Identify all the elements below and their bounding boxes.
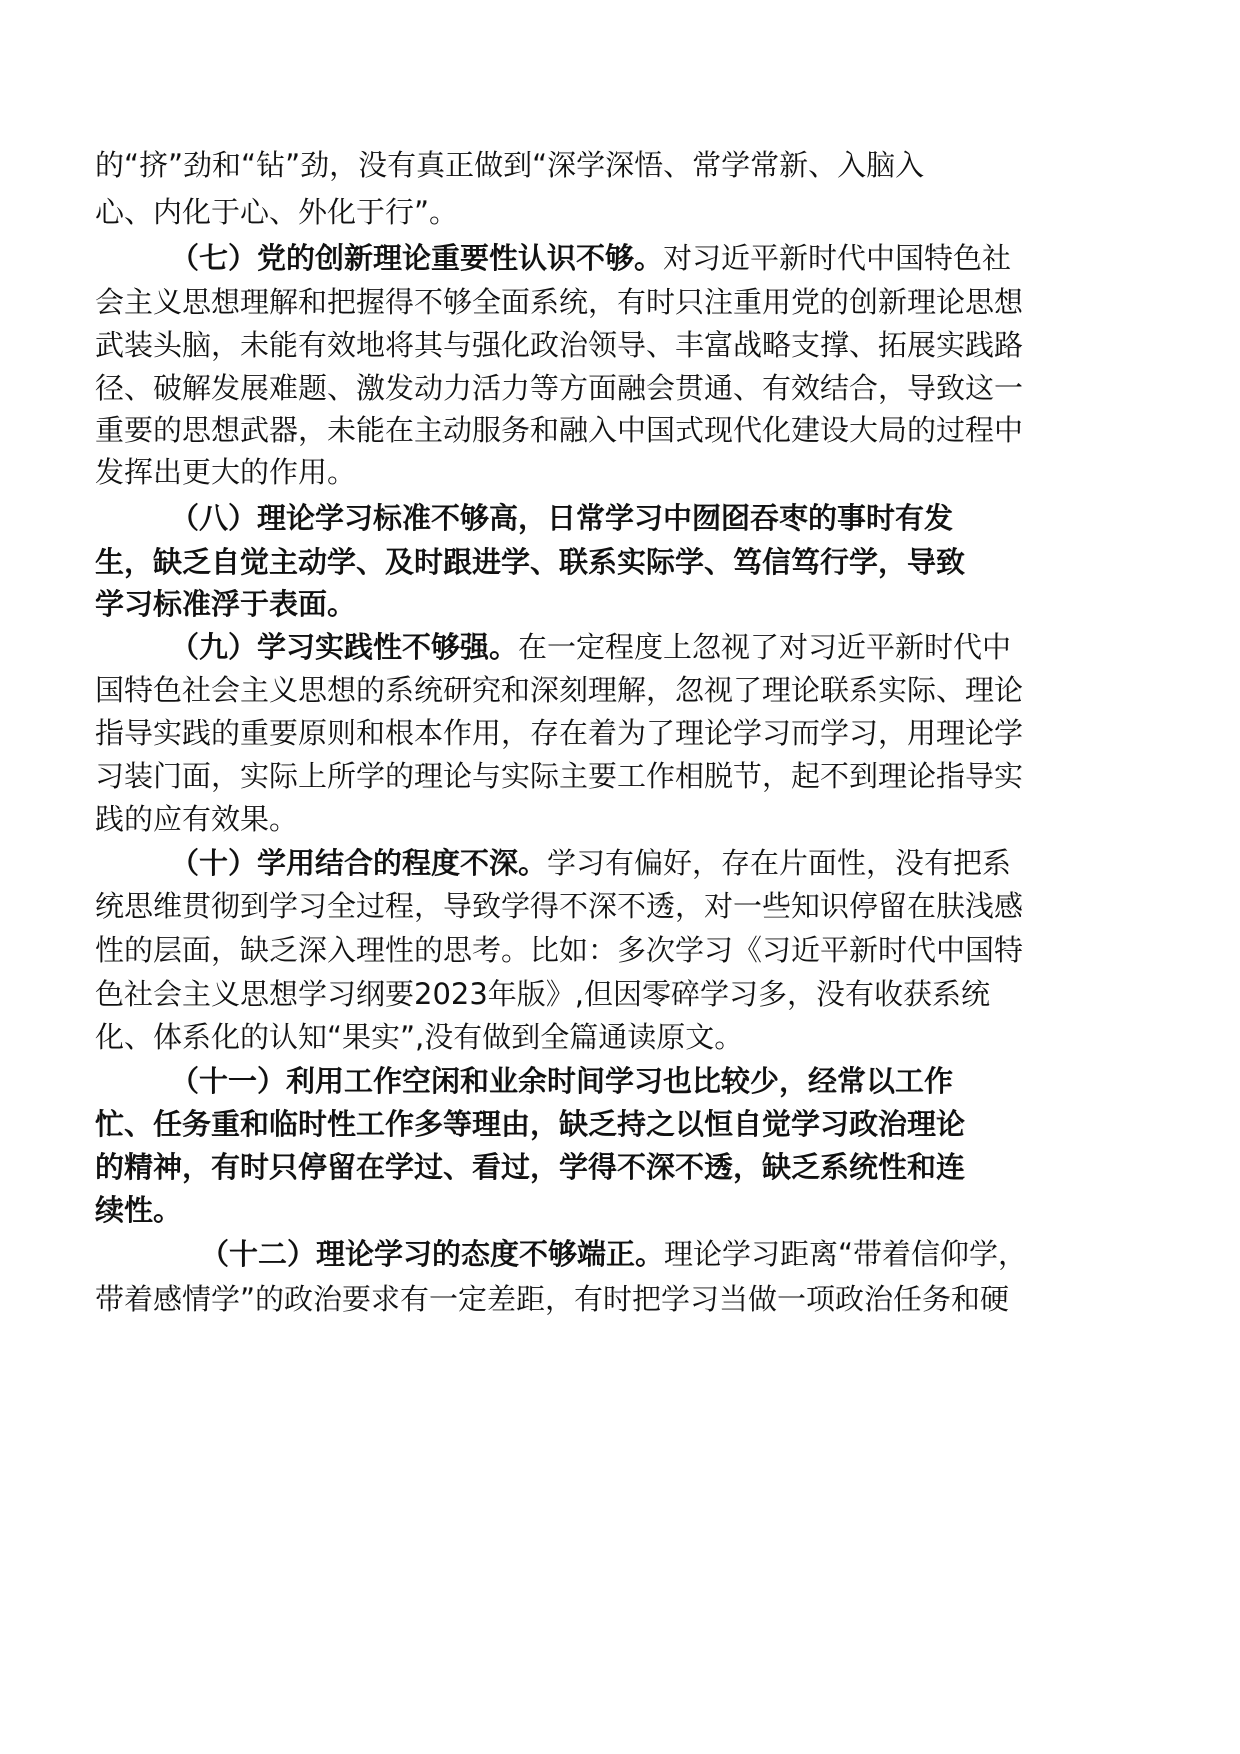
paragraph-heading: （七）党的创新理论重要性认识不够。 [170, 241, 664, 275]
paragraph-heading: （九）学习实践性不够强。 [170, 630, 519, 664]
paragraph-10-first-line: （十）学用结合的程度不深。学习有偏好，存在片面性，没有把系 [170, 846, 1012, 880]
paragraph-12-first-line: （十二）理论学习的态度不够端正。理论学习距离“带着信仰学， [200, 1237, 1028, 1271]
text-line: 发挥出更大的作用。 [95, 455, 357, 489]
paragraph-11-line: 续性。 [95, 1193, 183, 1227]
text-line: 统思维贯彻到学习全过程，导致学得不深不透，对一些知识停留在肤浅感 [95, 889, 1024, 923]
text-line: 色社会主义思想学习纲要2023年版》,但因零碎学习多，没有收获系统 [95, 977, 991, 1011]
text-line: 国特色社会主义思想的系统研究和深刻理解，忽视了理论联系实际、理论 [95, 673, 1024, 707]
paragraph-11-line: 的精神，有时只停留在学过、看过，学得不深不透，缺乏系统性和连 [95, 1150, 966, 1184]
text-line: 习装门面，实际上所学的理论与实际主要工作相脱节，起不到理论指导实 [95, 759, 1024, 793]
paragraph-heading: （十二）理论学习的态度不够端正。 [200, 1237, 665, 1271]
paragraph-7-first-line: （七）党的创新理论重要性认识不够。对习近平新时代中国特色社 [170, 241, 1012, 275]
paragraph-11-line: （十一）利用工作空闲和业余时间学习也比较少，经常以工作 [170, 1064, 954, 1098]
paragraph-8-line: 学习标准浮于表面。 [95, 587, 357, 621]
paragraph-8-line: （八）理论学习标准不够高，日常学习中囫囵吞枣的事时有发 [170, 501, 954, 535]
text-line: 会主义思想理解和把握得不够全面系统，有时只注重用党的创新理论思想 [95, 285, 1024, 319]
text-line: 性的层面，缺乏深入理性的思考。比如：多次学习《习近平新时代中国特 [95, 933, 1024, 967]
text-line: 践的应有效果。 [95, 802, 299, 836]
text-line: 心、内化于心、外化于行”。 [95, 195, 459, 229]
text-line: 重要的思想武器，未能在主动服务和融入中国式现代化建设大局的过程中 [95, 413, 1024, 447]
text-line: 的“挤”劲和“钻”劲，没有真正做到“深学深悟、常学常新、入脑入 [95, 148, 925, 182]
paragraph-9-first-line: （九）学习实践性不够强。在一定程度上忽视了对习近平新时代中 [170, 630, 1012, 664]
text-line: 径、破解发展难题、激发动力活力等方面融会贯通、有效结合，导致这一 [95, 371, 1024, 405]
paragraph-11-line: 忙、任务重和临时性工作多等理由，缺乏持之以恒自觉学习政治理论 [95, 1107, 966, 1141]
text-line: 带着感情学”的政治要求有一定差距，有时把学习当做一项政治任务和硬 [95, 1282, 1010, 1316]
paragraph-8-line: 生，缺乏自觉主动学、及时跟进学、联系实际学、笃信笃行学，导致 [95, 545, 966, 579]
paragraph-heading: （十）学用结合的程度不深。 [170, 846, 548, 880]
text-line: 指导实践的重要原则和根本作用，存在着为了理论学习而学习，用理论学 [95, 716, 1024, 750]
text-line: 武装头脑，未能有效地将其与强化政治领导、丰富战略支撑、拓展实践路 [95, 328, 1024, 362]
text-line: 化、体系化的认知“果实”,没有做到全篇通读原文。 [95, 1020, 744, 1054]
